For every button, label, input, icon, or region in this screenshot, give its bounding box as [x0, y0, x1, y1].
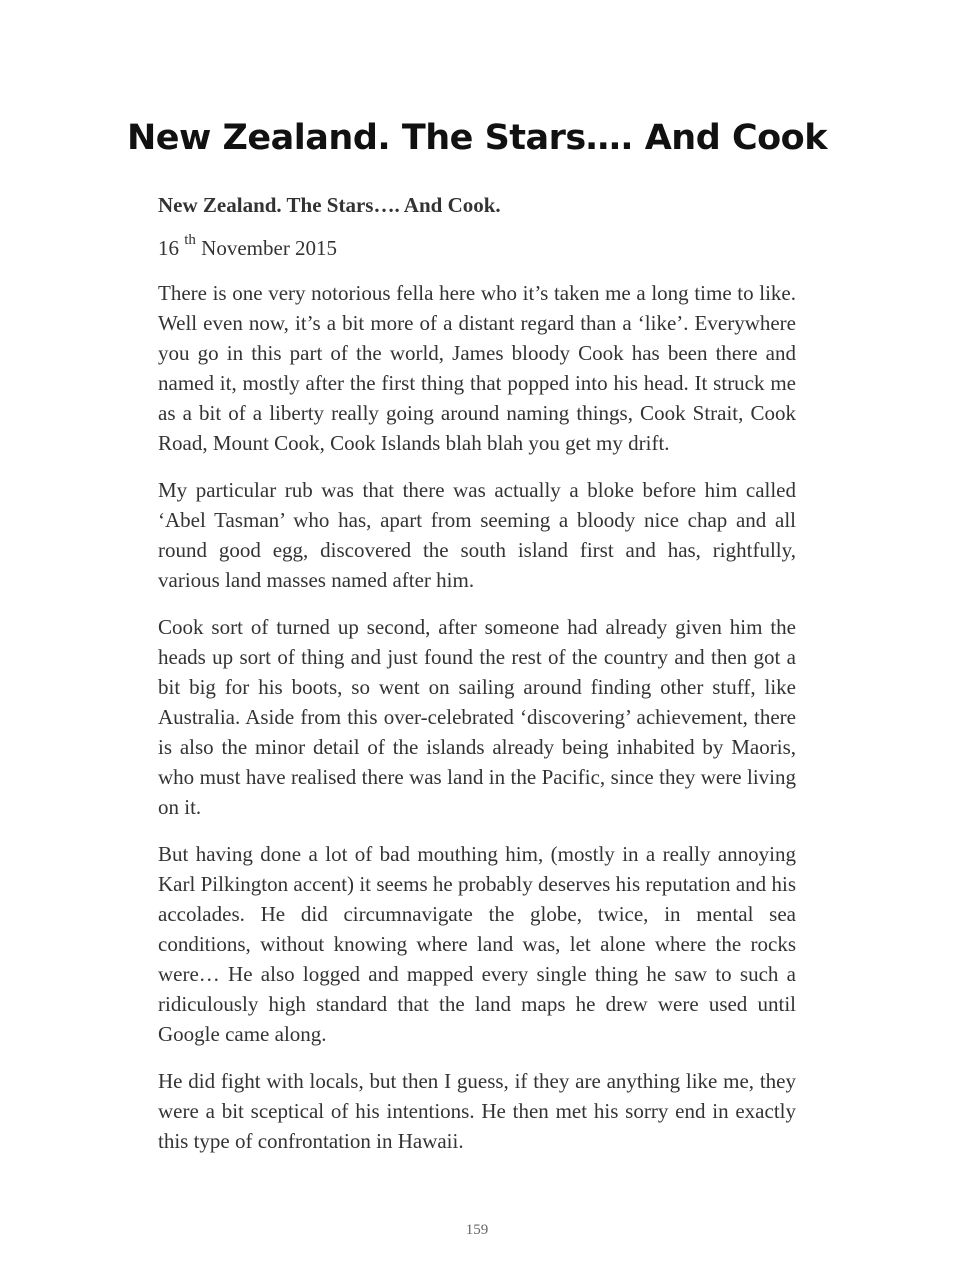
article-body	[158, 190, 796, 1173]
page-title: New Zealand. The Stars…. And Cook	[127, 118, 827, 158]
article-subtitle: New Zealand. The Stars…. And Cook.	[158, 193, 501, 217]
date-day: 16	[158, 236, 179, 260]
paragraph: He did fight with locals, but then I guess, if they are anything like me, they were a bit sceptical of his intentions. He then met his sorry end in exactly this type of confrontation in Hawaii.	[158, 1069, 796, 1153]
page-number: 159	[465, 1222, 489, 1238]
article-date	[158, 233, 796, 263]
paragraph: But having done a lot of bad mouthing him, (mostly in a really annoying Karl Pilkington accent) it seems he probably deserves his reputation and his accolades. He did circumnavigate the globe, twice, in mental sea conditions, without knowing where land was, let alone where the rocks were… He also logged and mapped every single thing he saw to such a ridiculously high standard that the land maps he drew were used until Google came along.	[158, 842, 796, 1046]
paragraph: There is one very notorious fella here who it’s taken me a long time to like. Well even now, it’s a bit more of a distant regard than a ‘like’. Everywhere you go in this part of the world, James bloody Cook has been there and named it, mostly after the first thing that popped into his head. It struck me as a bit of a liberty really going around naming things, Cook Strait, Cook Road, Mount Cook, Cook Islands blah blah you get my drift.	[158, 281, 796, 455]
date-ordinal-suffix: th	[184, 232, 196, 248]
paragraph: My particular rub was that there was actually a bloke before him called ‘Abel Tasman’ who has, apart from seeming a bloody nice chap and all round good egg, discovered the south island first and has, rightfully, various land masses named after him.	[158, 478, 796, 592]
date-month-year: November 2015	[201, 236, 338, 260]
paragraph: Cook sort of turned up second, after someone had already given him the heads up sort of thing and just found the rest of the country and then got a bit big for his boots, so went on sailing around finding other stuff, like Australia. Aside from this over-celebrated ‘discovering’ achievement, there is also the minor detail of the islands already being inhabited by Maoris, who must have realised there was land in the Pacific, since they were living on it.	[158, 615, 796, 819]
